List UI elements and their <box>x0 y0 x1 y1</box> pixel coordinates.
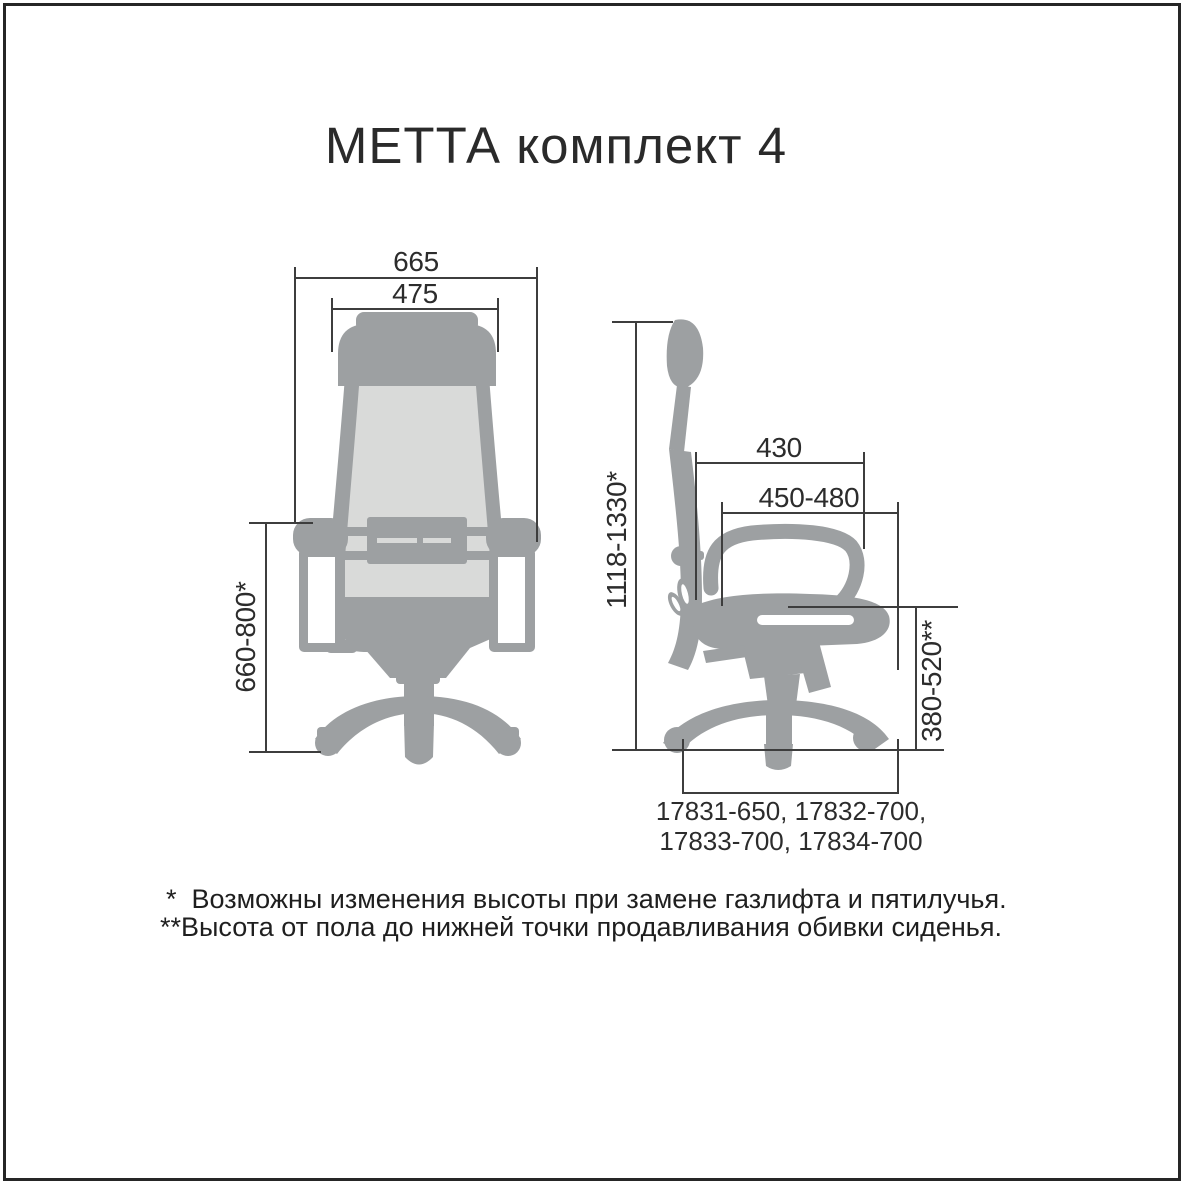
footnote-seat-height: **Высота от пола до нижней точки продавливания обивки сиденья. <box>160 912 1002 942</box>
lumbar-pad-slot <box>377 538 417 543</box>
headrest <box>338 324 496 386</box>
base-model-numbers <box>656 796 926 856</box>
dim-overall-height-label: 1118-1330* <box>601 471 632 609</box>
dim-armrest-height-label: 660-800* <box>230 581 261 693</box>
base-center-stem <box>766 713 792 746</box>
base-center-leg <box>404 722 434 765</box>
dim-seat-height-label: 380-520** <box>916 620 947 742</box>
lumbar-pad-slot <box>423 538 451 543</box>
page-title: МЕТТА комплект 4 <box>324 117 788 174</box>
dim-seat-depth-label: 450-480 <box>758 482 860 513</box>
headrest-stem <box>669 385 691 452</box>
dim-backrest-width-label: 475 <box>392 278 438 309</box>
backrest-mesh-panel <box>342 386 493 597</box>
side-view-chair-illustration <box>663 319 890 770</box>
base-center-foot <box>764 744 793 770</box>
front-view-chair-illustration <box>293 312 541 765</box>
dim-armrest-depth-label: 430 <box>756 432 802 463</box>
caster-wheel <box>853 725 879 751</box>
base-model-numbers-line1: 17831-650, 17832-700, <box>655 796 927 826</box>
caster-wheel <box>495 730 521 756</box>
footnote-gas-lift: * Возможны изменения высоты при замене газлифта и пятилучья. <box>166 884 1007 914</box>
dim-overall-width-label: 665 <box>393 246 439 277</box>
base-model-numbers-line2: 17833-700, 17834-700 <box>659 826 923 856</box>
seat-underside-slot <box>757 615 854 625</box>
armrest-loop-window <box>308 557 335 643</box>
armrest-loop-window <box>498 557 525 643</box>
headrest-side <box>667 319 704 387</box>
